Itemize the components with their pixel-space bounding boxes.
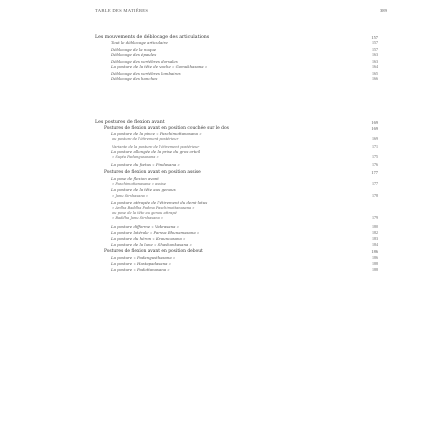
toc-entry-title: Déblocage des épaules bbox=[111, 52, 157, 57]
toc-entry-page: 184 bbox=[372, 242, 378, 247]
page-number: 389 bbox=[380, 8, 387, 13]
toc-entry-title: Tout le déblocage articulaire bbox=[111, 40, 168, 45]
toc-entry-page: 169 bbox=[371, 126, 378, 131]
toc-entry-page: 169 bbox=[372, 136, 378, 141]
toc-entry-page: 182 bbox=[372, 230, 378, 235]
toc-entry-title: Postures de flexion avant en position debout bbox=[104, 249, 203, 254]
toc-entry-title: Déblocage de la nuque bbox=[111, 47, 157, 52]
toc-entry-title: Déblocage des vertèbres lombaires bbox=[111, 71, 181, 76]
toc-entry-page: 163 bbox=[372, 59, 378, 64]
toc-entry bbox=[0, 64, 433, 70]
toc-entry-title: Déblocage des vertèbres dorsales bbox=[111, 59, 178, 64]
toc-entry-page: 188 bbox=[372, 267, 378, 272]
toc-entry-title: La posture du fœtus « Pindasana » bbox=[111, 162, 180, 167]
toc-entry-page: 157 bbox=[372, 40, 378, 45]
toc-entry-page: 188 bbox=[372, 261, 378, 266]
toc-entry bbox=[0, 52, 433, 58]
toc-entry-title: La posture difforme « Vakrasana » bbox=[111, 224, 180, 229]
toc-entry-page: 186 bbox=[372, 255, 378, 260]
toc-entry-page: 164 bbox=[372, 64, 378, 69]
toc-entry-title: « Paschimottanasana » assise bbox=[112, 182, 166, 186]
toc-entry-title: La posture allongée de la prise du gros orteil bbox=[111, 149, 201, 154]
toc-entry bbox=[0, 76, 433, 82]
toc-entry-page: 177 bbox=[372, 181, 378, 186]
toc-entry bbox=[0, 215, 433, 221]
toc-entry-page: 180 bbox=[372, 224, 378, 229]
toc-entry-page: 165 bbox=[372, 71, 378, 76]
toc-entry-page: 166 bbox=[372, 76, 378, 81]
toc-entry-title: « Ardha Baddha Padma Paschimottanasana » bbox=[112, 206, 195, 210]
toc-entry-title: La posture attrapée de l'étirement du demi-lotus bbox=[111, 200, 208, 205]
toc-entry-page: 186 bbox=[371, 249, 378, 254]
toc-entry-title: Postures de flexion avant en position assise bbox=[104, 170, 201, 175]
toc-entry-title: Les postures de flexion avant bbox=[95, 120, 165, 125]
toc-entry-title: La posture de la pince « Paschimottanasana » bbox=[111, 131, 202, 136]
toc-entry bbox=[0, 40, 433, 46]
toc-entry bbox=[0, 162, 433, 168]
toc-entry-page: 163 bbox=[372, 52, 378, 57]
toc-entry-title: ou posture de l'étirement postérieur bbox=[112, 137, 179, 141]
toc-entry-title: La posture « Hastapadasana » bbox=[111, 261, 172, 266]
toc-entry-title: « Supta Padangusasana » bbox=[112, 155, 159, 159]
toc-entry-title: Variante de la posture de l'étirement postérieur bbox=[112, 145, 200, 149]
toc-entry-page: 179 bbox=[372, 215, 378, 220]
toc-entry-title: Les mouvements de déblocage des articulations bbox=[95, 35, 210, 40]
toc-entry-page: 157 bbox=[371, 35, 378, 40]
toc-entry-title: La posture « Padangusthasana » bbox=[111, 255, 176, 260]
toc-entry-page: 171 bbox=[372, 144, 378, 149]
toc-entry-title: La posture de la tête aux genoux bbox=[111, 187, 176, 192]
toc-entry-page: 175 bbox=[372, 154, 378, 159]
toc-entry-title: La pose de flexion avant bbox=[111, 176, 159, 181]
toc-entry-title: Postures de flexion avant en position couchée sur le dos bbox=[104, 126, 229, 131]
toc-entry bbox=[0, 136, 433, 142]
toc-entry-page: 157 bbox=[372, 47, 378, 52]
toc-entry-page: 183 bbox=[372, 236, 378, 241]
toc-entry-title: « Janu Sirshasana » bbox=[112, 194, 149, 198]
toc-entry-page: 178 bbox=[372, 193, 378, 198]
toc-entry-title: « Baddha Janu Sirshasana » bbox=[112, 216, 164, 220]
toc-entry-title: La posture latérale « Parsva Bhunamasana » bbox=[111, 230, 200, 235]
toc-entry-title: ou pose de la tête au genou attrapé bbox=[112, 211, 177, 215]
toc-entry-title: Déblocage des hanches bbox=[111, 76, 158, 81]
running-title: TABLE DES MATIÈRES bbox=[95, 8, 149, 13]
toc-entry-title: La posture de la lune « Shashankasana » bbox=[111, 242, 192, 247]
toc-entry-title: La posture « Padottanasana » bbox=[111, 267, 170, 272]
toc-entry-title: La posture du héron « Krauncasana » bbox=[111, 236, 186, 241]
toc-entry bbox=[0, 267, 433, 273]
toc-entry-page: 177 bbox=[371, 170, 378, 175]
toc-entry bbox=[0, 193, 433, 199]
toc-entry-title: La posture de la tête de vache « Gomukhasana » bbox=[111, 64, 208, 69]
toc-entry-page: 169 bbox=[371, 120, 378, 125]
toc-entry bbox=[0, 242, 433, 248]
toc-entry bbox=[0, 154, 433, 160]
toc-entry-page: 176 bbox=[372, 162, 378, 167]
